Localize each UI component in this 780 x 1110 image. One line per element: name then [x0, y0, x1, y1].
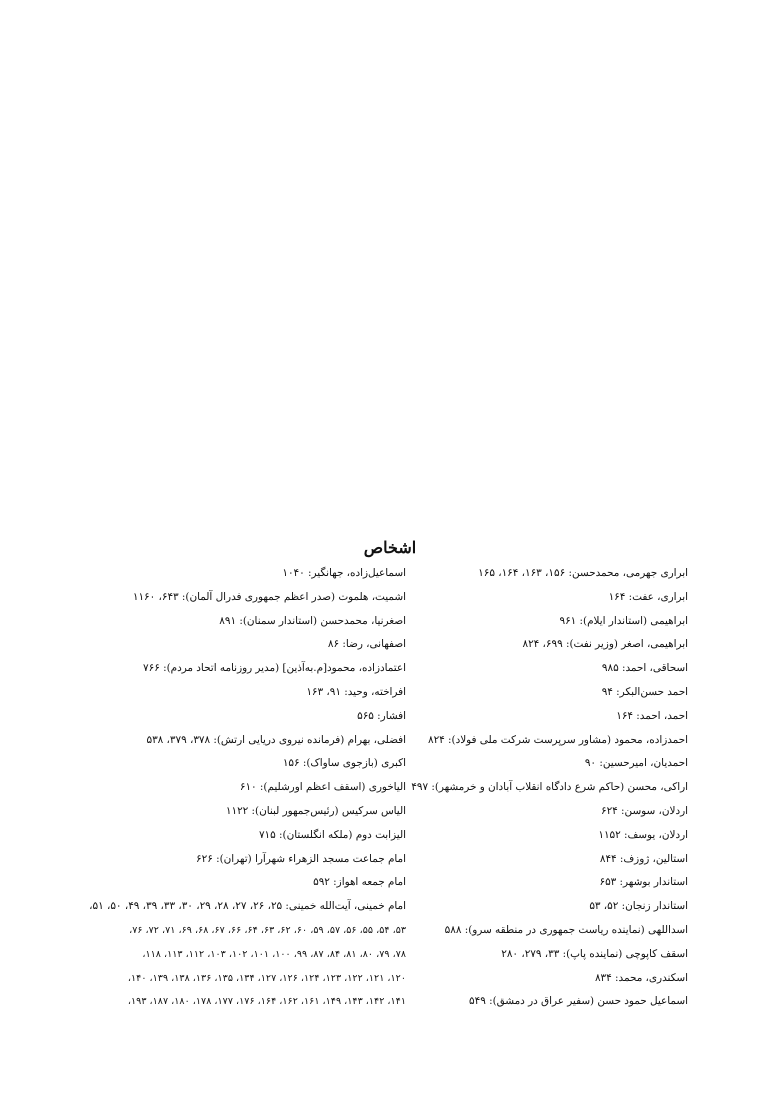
- index-entry: اسماعیل‌زاده، جهانگیر: ۱۰۴۰: [282, 567, 406, 579]
- index-entry: الیاخوری (اسقف اعظم اورشلیم): ۶۱۰: [239, 781, 406, 794]
- index-entry-continuation: ۵۳، ۵۴، ۵۵، ۵۶، ۵۷، ۵۹، ۶۰، ۶۲، ۶۳، ۶۴، ۶۶، ۶۷، ۶۸، ۶۹، ۷۱، ۷۲، ۷۶،: [129, 924, 406, 936]
- index-entry: اشمیت، هلموت (صدر اعظم جمهوری فدرال آلمان): ۶۴۳، ۱۱۶۰: [132, 590, 406, 603]
- index-entry: الیزابت دوم (ملکه انگلستان): ۷۱۵: [258, 828, 406, 841]
- index-entry-continuation: ۱۴۱، ۱۴۲، ۱۴۳، ۱۴۹، ۱۶۱، ۱۶۲، ۱۶۴، ۱۷۶، ۱۷۷، ۱۷۸، ۱۸۰، ۱۸۷، ۱۹۳،: [127, 996, 406, 1008]
- index-entry: اسداللهی (نماینده ریاست جمهوری در منطقه سرو): ۵۸۸: [444, 923, 688, 936]
- index-entry: استاندار زنجان: ۵۲، ۵۳: [589, 900, 688, 913]
- index-entry: استاندار بوشهر: ۶۵۳: [599, 876, 688, 889]
- index-entry: اسقف کاپوچی (نماینده پاپ): ۳۳، ۲۷۹، ۲۸۰: [501, 947, 688, 960]
- index-entry: احمدزاده، محمود (مشاور سرپرست شرکت ملی فولاد): ۸۲۴: [427, 733, 688, 746]
- index-entry: استالین، ژوزف: ۸۴۴: [599, 852, 688, 865]
- index-entry: ابراهیمی (استاندار ایلام): ۹۶۱: [559, 614, 688, 627]
- index-entry: افضلی، بهرام (فرمانده نیروی دریایی ارتش): ۳۷۸، ۳۷۹، ۵۳۸: [146, 733, 406, 746]
- index-entry: افراخته، وحید: ۹۱، ۱۶۳: [306, 685, 406, 698]
- index-entry: اراکی، محسن (حاکم شرع دادگاه انقلاب آبادان و خرمشهر): ۴۹۷: [411, 781, 688, 794]
- index-entry: احمد، احمد: ۱۶۴: [616, 709, 688, 722]
- index-entry: اسماعیل حمود حسن (سفیر عراق در دمشق): ۵۴۹: [469, 995, 688, 1008]
- index-entry: اصفهانی، رضا: ۸۶: [327, 638, 406, 651]
- index-entry-continuation: ۱۲۰، ۱۲۱، ۱۲۲، ۱۲۳، ۱۲۴، ۱۲۶، ۱۲۷، ۱۳۴، ۱۳۵، ۱۳۶، ۱۳۸، ۱۳۹، ۱۴۰،: [127, 972, 406, 984]
- index-entry: ابراری جهرمی، محمدحسن: ۱۵۶، ۱۶۳، ۱۶۴، ۱۶۵: [478, 567, 688, 579]
- index-entry: ابراری، عفت: ۱۶۴: [608, 590, 688, 603]
- index-column-left: [89, 562, 406, 1014]
- index-heading: اشخاص: [363, 538, 417, 557]
- index-entry: امام خمینی، آیت‌الله خمینی: ۲۵، ۲۶، ۲۷، ۲۸، ۲۹، ۳۰، ۳۳، ۳۹، ۴۹، ۵۰، ۵۱،: [89, 900, 406, 913]
- index-entry: اردلان، سوسن: ۶۲۴: [601, 804, 688, 817]
- index-entry: احمد حسن‌البکر: ۹۴: [601, 685, 688, 698]
- index-entry: افشار: ۵۶۵: [357, 709, 406, 722]
- index-entry: اعتمادزاده، محمود[م.به‌آذین] (مدیر روزنامه اتحاد مردم): ۷۶۶: [143, 662, 406, 675]
- index-entry: اسکندری، محمد: ۸۳۴: [594, 971, 688, 984]
- index-entry: الیاس سرکیس (رئیس‌جمهور لبنان): ۱۱۲۲: [225, 804, 406, 817]
- index-entry: امام جمعه اهواز: ۵۹۲: [313, 876, 406, 889]
- index-entry: اردلان، یوسف: ۱۱۵۲: [598, 828, 688, 841]
- index-entry: امام جماعت مسجد الزهراء شهرآرا (تهران): ۶۲۶: [196, 852, 406, 865]
- index-entry: ابراهیمی، اصغر (وزیر نفت): ۶۹۹، ۸۲۴: [522, 638, 688, 651]
- index-column-right: [368, 562, 688, 1014]
- index-entry: اکبری (بازجوی ساواک): ۱۵۶: [282, 757, 406, 770]
- index-entry: اسحاقی، احمد: ۹۸۵: [601, 662, 688, 675]
- index-entry: احمدیان، امیرحسین: ۹۰: [584, 757, 688, 770]
- index-entry-continuation: ۷۸، ۷۹، ۸۰، ۸۱، ۸۴، ۸۷، ۹۹، ۱۰۰، ۱۰۱، ۱۰۲، ۱۰۳، ۱۱۲، ۱۱۳، ۱۱۸،: [142, 948, 406, 960]
- index-entry: اصغرنیا، محمدحسن (استاندار سمنان): ۸۹۱: [219, 614, 406, 627]
